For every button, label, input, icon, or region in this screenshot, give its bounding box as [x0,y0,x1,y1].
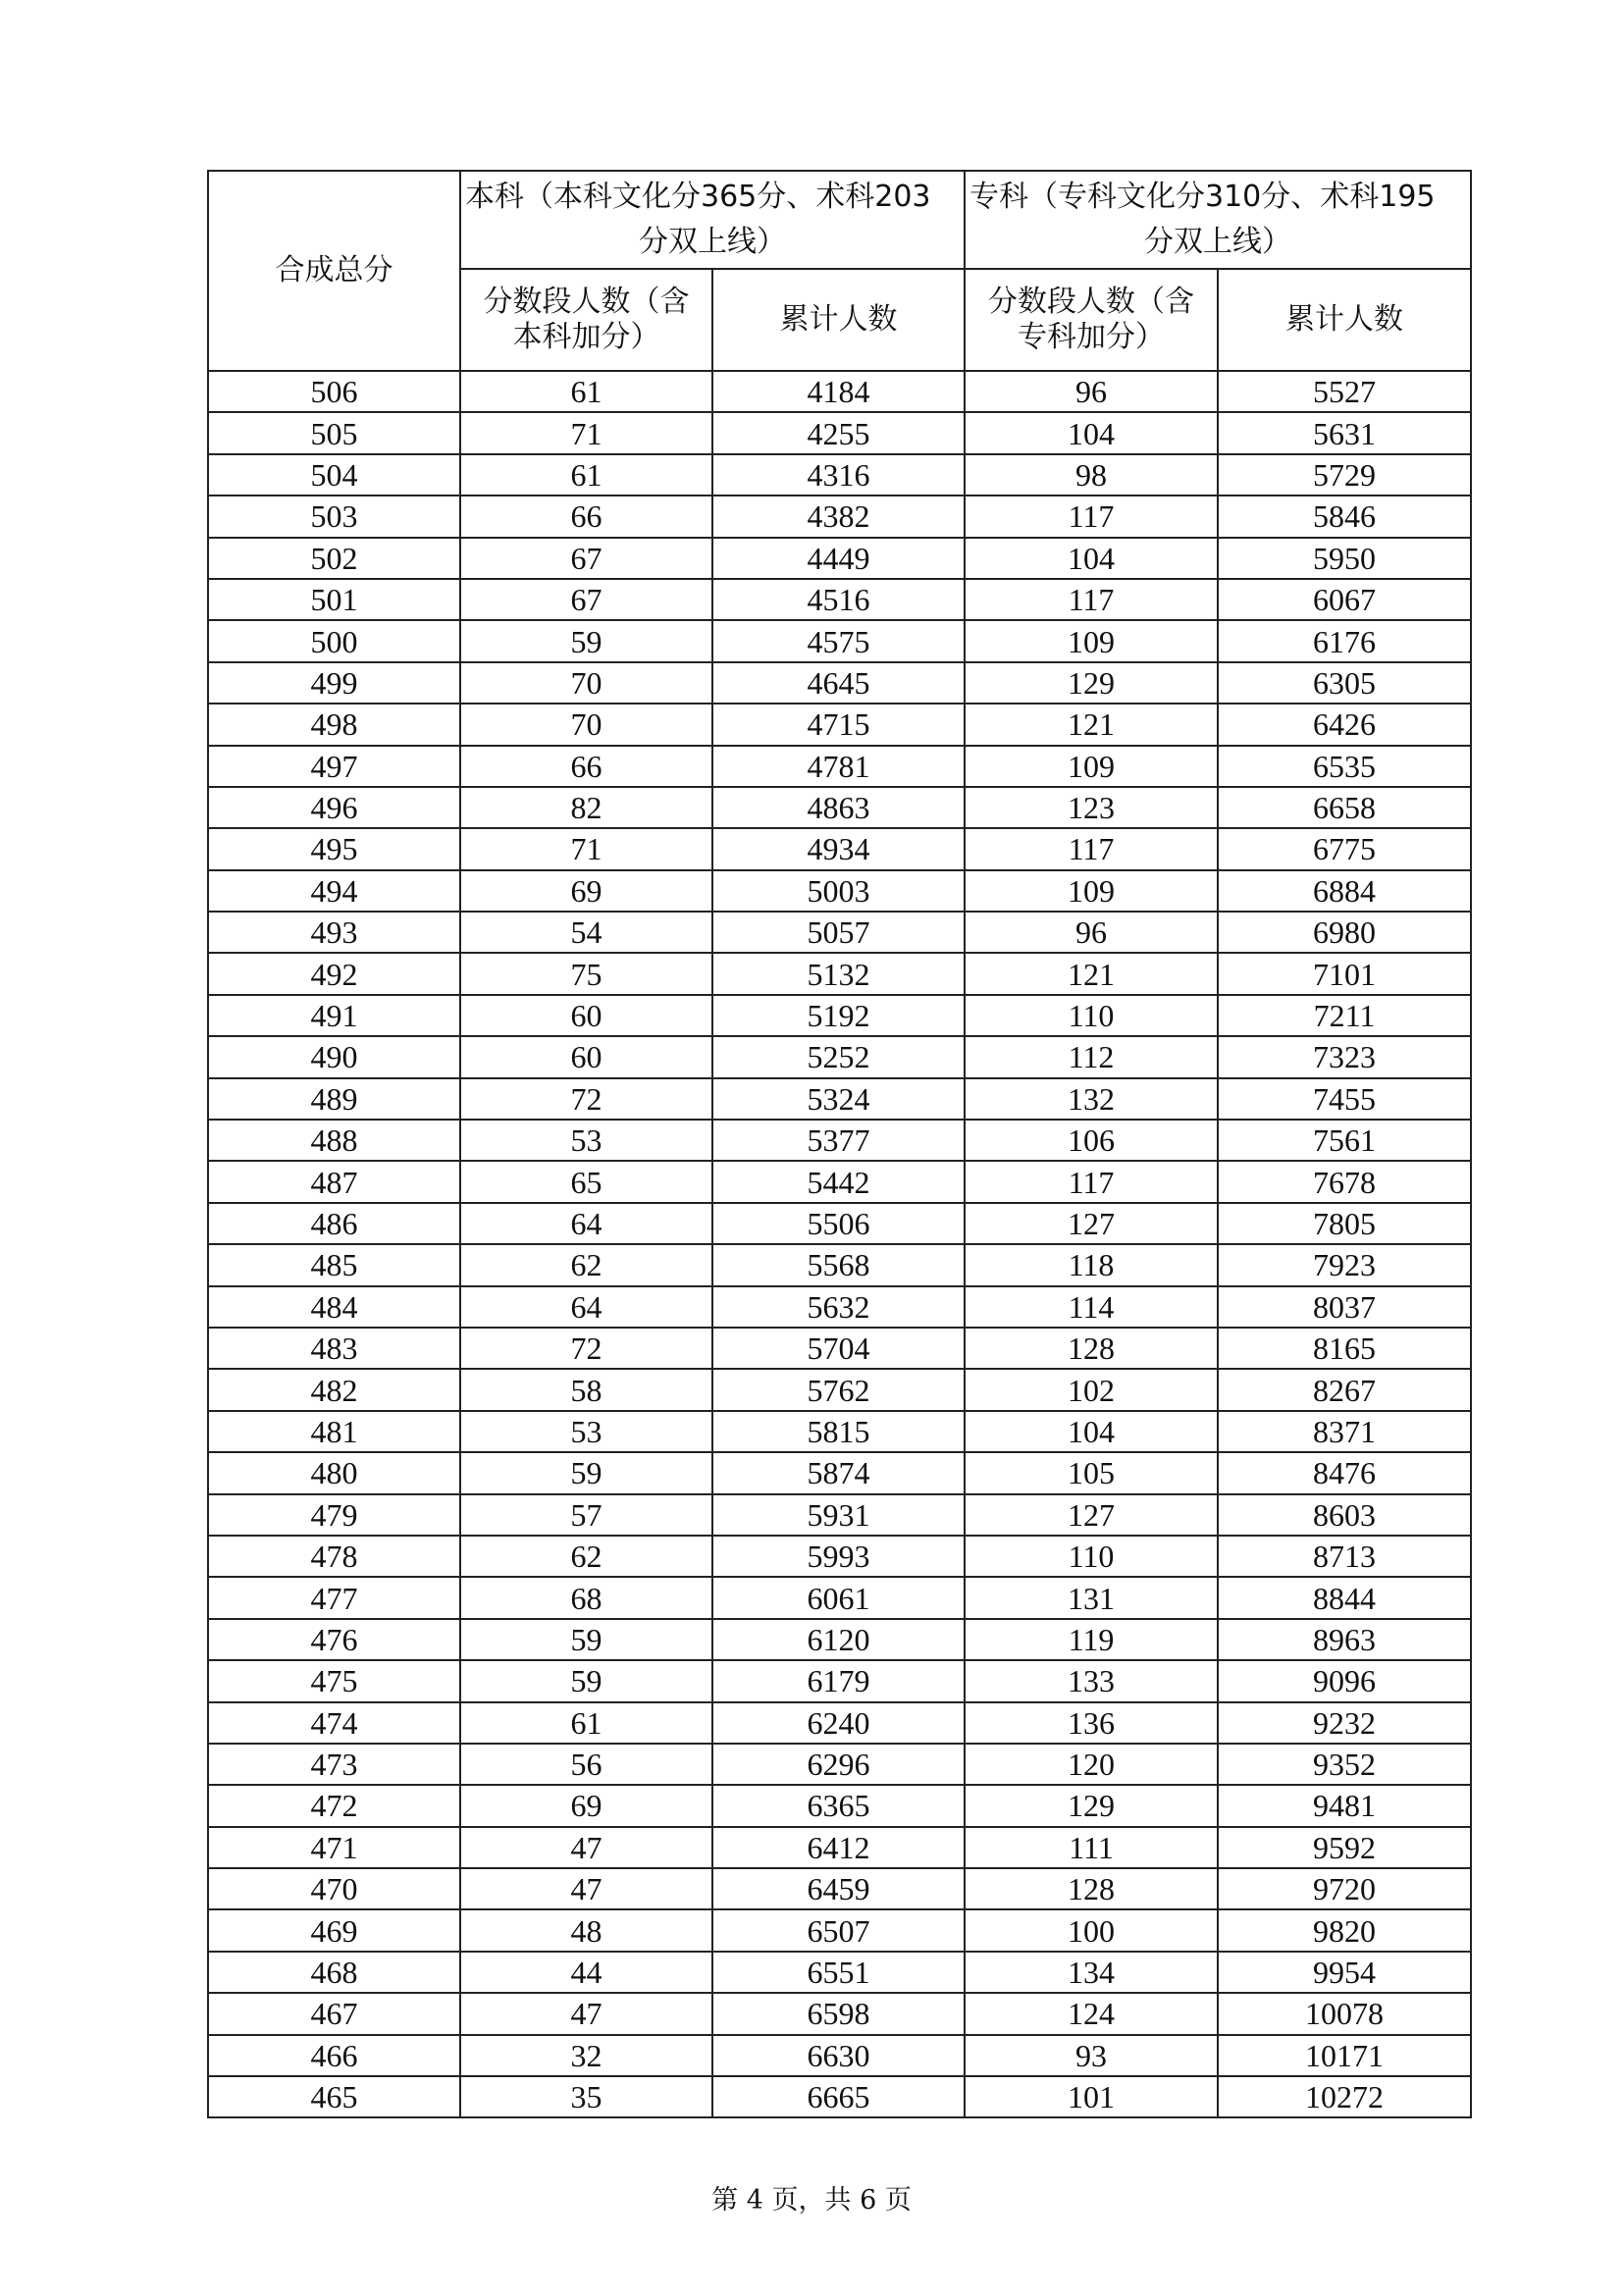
vocational-cumulative-cell: 6980 [1218,912,1471,953]
undergrad-cumulative-cell: 6665 [712,2076,965,2117]
total-score-cell: 506 [208,371,460,412]
vocational-cumulative-cell: 10272 [1218,2076,1471,2117]
undergrad-cumulative-cell: 6507 [712,1909,965,1951]
page-number: 第 4 页，共 6 页 [711,2185,912,2216]
undergrad-cumulative-cell: 5324 [712,1078,965,1120]
undergrad-segment-count-cell: 72 [460,1078,712,1120]
header-undergrad-segment-line1: 分数段人数（含 [483,285,690,319]
vocational-cumulative-cell: 5950 [1218,538,1471,579]
vocational-segment-count-cell: 127 [965,1203,1218,1244]
header-vocational-segment [965,269,1218,371]
undergrad-cumulative-cell: 6120 [712,1619,965,1660]
total-score-cell: 470 [208,1868,460,1909]
vocational-segment-count-cell: 98 [965,454,1218,496]
table-row [208,704,1471,745]
header-vocational-cumulative: 累计人数 [1218,269,1471,371]
vocational-cumulative-cell: 8603 [1218,1494,1471,1536]
vocational-segment-count-cell: 132 [965,1078,1218,1120]
vocational-segment-count-cell: 117 [965,579,1218,620]
vocational-segment-count-cell: 129 [965,1785,1218,1826]
undergrad-cumulative-cell: 5132 [712,953,965,994]
vocational-cumulative-cell: 5729 [1218,454,1471,496]
vocational-cumulative-cell: 7805 [1218,1203,1471,1244]
undergrad-cumulative-cell: 4863 [712,787,965,828]
undergrad-cumulative-cell: 5057 [712,912,965,953]
vocational-cumulative-cell: 7923 [1218,1244,1471,1285]
vocational-cumulative-cell: 6884 [1218,870,1471,912]
vocational-segment-count-cell: 104 [965,538,1218,579]
total-score-cell: 488 [208,1120,460,1161]
header-undergrad-segment [460,269,712,371]
undergrad-segment-count-cell: 82 [460,787,712,828]
vocational-cumulative-cell: 7211 [1218,995,1471,1036]
vocational-cumulative-cell: 6535 [1218,746,1471,787]
undergrad-cumulative-cell: 4449 [712,538,965,579]
vocational-cumulative-cell: 9954 [1218,1952,1471,1993]
undergrad-segment-count-cell: 48 [460,1909,712,1951]
total-score-cell: 481 [208,1411,460,1452]
table-row [208,1120,1471,1161]
total-score-cell: 497 [208,746,460,787]
undergrad-segment-count-cell: 70 [460,704,712,745]
table-row [208,579,1471,620]
table-row [208,1411,1471,1452]
total-score-cell: 504 [208,454,460,496]
undergrad-segment-count-cell: 59 [460,1452,712,1493]
vocational-segment-count-cell: 105 [965,1452,1218,1493]
header-undergrad-group-line2: 分双上线） [639,225,786,259]
table-row [208,620,1471,661]
table-row [208,2076,1471,2117]
undergrad-segment-count-cell: 68 [460,1577,712,1618]
table-row [208,1577,1471,1618]
table-row [208,912,1471,953]
total-score-cell: 478 [208,1536,460,1577]
undergrad-segment-count-cell: 67 [460,538,712,579]
undergrad-cumulative-cell: 5993 [712,1536,965,1577]
total-score-cell: 486 [208,1203,460,1244]
vocational-cumulative-cell: 8963 [1218,1619,1471,1660]
vocational-segment-count-cell: 109 [965,746,1218,787]
undergrad-cumulative-cell: 6179 [712,1660,965,1701]
undergrad-cumulative-cell: 5442 [712,1161,965,1202]
vocational-cumulative-cell: 9820 [1218,1909,1471,1951]
undergrad-cumulative-cell: 5632 [712,1286,965,1328]
table-row [208,412,1471,453]
vocational-cumulative-cell: 7561 [1218,1120,1471,1161]
total-score-cell: 483 [208,1328,460,1369]
vocational-segment-count-cell: 104 [965,412,1218,453]
table-row [208,1619,1471,1660]
vocational-cumulative-cell: 9352 [1218,1744,1471,1785]
undergrad-segment-count-cell: 56 [460,1744,712,1785]
table-row [208,1036,1471,1077]
undergrad-segment-count-cell: 47 [460,1993,712,2034]
vocational-cumulative-cell: 6775 [1218,828,1471,869]
total-score-cell: 490 [208,1036,460,1077]
table-row [208,787,1471,828]
header-total-score: 合成总分 [208,171,460,371]
undergrad-cumulative-cell: 4575 [712,620,965,661]
total-score-cell: 467 [208,1993,460,2034]
table-row [208,746,1471,787]
undergrad-cumulative-cell: 4781 [712,746,965,787]
undergrad-cumulative-cell: 5003 [712,870,965,912]
total-score-cell: 468 [208,1952,460,1993]
total-score-cell: 476 [208,1619,460,1660]
undergrad-cumulative-cell: 4255 [712,412,965,453]
total-score-cell: 469 [208,1909,460,1951]
total-score-cell: 466 [208,2035,460,2076]
undergrad-segment-count-cell: 65 [460,1161,712,1202]
table-row [208,1203,1471,1244]
undergrad-segment-count-cell: 59 [460,620,712,661]
header-undergrad-segment-line2: 本科加分） [512,320,660,354]
table-row [208,1993,1471,2034]
vocational-cumulative-cell: 9096 [1218,1660,1471,1701]
undergrad-cumulative-cell: 5931 [712,1494,965,1536]
table-row [208,1161,1471,1202]
table-row [208,1744,1471,1785]
vocational-segment-count-cell: 102 [965,1369,1218,1410]
vocational-segment-count-cell: 117 [965,1161,1218,1202]
undergrad-segment-count-cell: 60 [460,995,712,1036]
table-row [208,995,1471,1036]
vocational-cumulative-cell: 6305 [1218,662,1471,704]
table-header [208,171,1471,371]
total-score-cell: 492 [208,953,460,994]
vocational-segment-count-cell: 121 [965,704,1218,745]
table-row [208,662,1471,704]
header-vocational-segment-line2: 专科加分） [1018,320,1165,354]
vocational-segment-count-cell: 118 [965,1244,1218,1285]
vocational-cumulative-cell: 8165 [1218,1328,1471,1369]
undergrad-cumulative-cell: 4934 [712,828,965,869]
vocational-cumulative-cell: 6658 [1218,787,1471,828]
table-row [208,1244,1471,1285]
total-score-cell: 487 [208,1161,460,1202]
undergrad-segment-count-cell: 66 [460,496,712,537]
undergrad-segment-count-cell: 64 [460,1203,712,1244]
total-score-cell: 480 [208,1452,460,1493]
total-score-cell: 499 [208,662,460,704]
table-row [208,1286,1471,1328]
vocational-segment-count-cell: 123 [965,787,1218,828]
vocational-segment-count-cell: 131 [965,1577,1218,1618]
total-score-cell: 479 [208,1494,460,1536]
total-score-cell: 485 [208,1244,460,1285]
table-row [208,1369,1471,1410]
undergrad-cumulative-cell: 6240 [712,1702,965,1744]
undergrad-cumulative-cell: 4316 [712,454,965,496]
undergrad-cumulative-cell: 6598 [712,1993,965,2034]
total-score-cell: 500 [208,620,460,661]
undergrad-cumulative-cell: 5192 [712,995,965,1036]
table-row [208,1494,1471,1536]
undergrad-cumulative-cell: 5762 [712,1369,965,1410]
undergrad-cumulative-cell: 5506 [712,1203,965,1244]
undergrad-cumulative-cell: 5377 [712,1120,965,1161]
undergrad-segment-count-cell: 61 [460,1702,712,1744]
undergrad-segment-count-cell: 59 [460,1660,712,1701]
total-score-cell: 472 [208,1785,460,1826]
undergrad-segment-count-cell: 75 [460,953,712,994]
undergrad-cumulative-cell: 4516 [712,579,965,620]
undergrad-segment-count-cell: 53 [460,1411,712,1452]
vocational-segment-count-cell: 104 [965,1411,1218,1452]
table-row [208,870,1471,912]
undergrad-segment-count-cell: 35 [460,2076,712,2117]
vocational-cumulative-cell: 5631 [1218,412,1471,453]
vocational-cumulative-cell: 9592 [1218,1827,1471,1868]
undergrad-segment-count-cell: 71 [460,412,712,453]
vocational-cumulative-cell: 8476 [1218,1452,1471,1493]
vocational-cumulative-cell: 5846 [1218,496,1471,537]
vocational-segment-count-cell: 117 [965,828,1218,869]
undergrad-cumulative-cell: 6551 [712,1952,965,1993]
total-score-cell: 491 [208,995,460,1036]
vocational-segment-count-cell: 128 [965,1868,1218,1909]
undergrad-segment-count-cell: 47 [460,1827,712,1868]
undergrad-cumulative-cell: 6630 [712,2035,965,2076]
total-score-cell: 495 [208,828,460,869]
undergrad-cumulative-cell: 4645 [712,662,965,704]
undergrad-cumulative-cell: 4184 [712,371,965,412]
header-vocational-group [965,171,1471,269]
undergrad-segment-count-cell: 70 [460,662,712,704]
undergrad-cumulative-cell: 4715 [712,704,965,745]
header-vocational-group-line2: 分双上线） [1144,225,1291,259]
vocational-segment-count-cell: 96 [965,912,1218,953]
vocational-cumulative-cell: 8844 [1218,1577,1471,1618]
vocational-cumulative-cell: 7101 [1218,953,1471,994]
undergrad-cumulative-cell: 6061 [712,1577,965,1618]
header-undergrad-cumulative: 累计人数 [712,269,965,371]
vocational-segment-count-cell: 111 [965,1827,1218,1868]
vocational-segment-count-cell: 112 [965,1036,1218,1077]
table-row [208,1785,1471,1826]
vocational-segment-count-cell: 133 [965,1660,1218,1701]
header-undergrad-group [460,171,965,269]
undergrad-cumulative-cell: 5704 [712,1328,965,1369]
table-row [208,1827,1471,1868]
header-vocational-group-line1: 专科（专科文化分310分、术科195 [969,180,1436,214]
undergrad-segment-count-cell: 53 [460,1120,712,1161]
total-score-cell: 489 [208,1078,460,1120]
undergrad-cumulative-cell: 6459 [712,1868,965,1909]
table-body [208,371,1471,2117]
vocational-cumulative-cell: 8037 [1218,1286,1471,1328]
undergrad-segment-count-cell: 62 [460,1244,712,1285]
table-row [208,1660,1471,1701]
undergrad-cumulative-cell: 6365 [712,1785,965,1826]
total-score-cell: 501 [208,579,460,620]
vocational-segment-count-cell: 100 [965,1909,1218,1951]
undergrad-segment-count-cell: 59 [460,1619,712,1660]
undergrad-segment-count-cell: 67 [460,579,712,620]
vocational-cumulative-cell: 9720 [1218,1868,1471,1909]
total-score-cell: 498 [208,704,460,745]
vocational-segment-count-cell: 121 [965,953,1218,994]
vocational-segment-count-cell: 119 [965,1619,1218,1660]
undergrad-segment-count-cell: 32 [460,2035,712,2076]
vocational-segment-count-cell: 109 [965,870,1218,912]
undergrad-segment-count-cell: 61 [460,454,712,496]
vocational-segment-count-cell: 128 [965,1328,1218,1369]
vocational-cumulative-cell: 10078 [1218,1993,1471,2034]
table-row [208,538,1471,579]
table-row [208,454,1471,496]
undergrad-cumulative-cell: 5568 [712,1244,965,1285]
total-score-cell: 503 [208,496,460,537]
vocational-segment-count-cell: 120 [965,1744,1218,1785]
undergrad-segment-count-cell: 64 [460,1286,712,1328]
vocational-segment-count-cell: 127 [965,1494,1218,1536]
vocational-cumulative-cell: 10171 [1218,2035,1471,2076]
undergrad-segment-count-cell: 60 [460,1036,712,1077]
vocational-segment-count-cell: 93 [965,2035,1218,2076]
header-vocational-segment-line1: 分数段人数（含 [988,285,1194,319]
total-score-cell: 494 [208,870,460,912]
vocational-cumulative-cell: 5527 [1218,371,1471,412]
vocational-segment-count-cell: 109 [965,620,1218,661]
table-row [208,1328,1471,1369]
vocational-cumulative-cell: 9481 [1218,1785,1471,1826]
vocational-cumulative-cell: 7323 [1218,1036,1471,1077]
table-row [208,1536,1471,1577]
undergrad-cumulative-cell: 5874 [712,1452,965,1493]
total-score-cell: 473 [208,1744,460,1785]
vocational-cumulative-cell: 8371 [1218,1411,1471,1452]
table-row [208,1952,1471,1993]
undergrad-segment-count-cell: 66 [460,746,712,787]
undergrad-segment-count-cell: 57 [460,1494,712,1536]
undergrad-segment-count-cell: 58 [460,1369,712,1410]
vocational-segment-count-cell: 110 [965,1536,1218,1577]
header-undergrad-group-line1: 本科（本科文化分365分、术科203 [465,180,931,214]
vocational-segment-count-cell: 124 [965,1993,1218,2034]
table-row [208,1452,1471,1493]
total-score-cell: 465 [208,2076,460,2117]
total-score-cell: 474 [208,1702,460,1744]
undergrad-segment-count-cell: 54 [460,912,712,953]
vocational-cumulative-cell: 6067 [1218,579,1471,620]
vocational-cumulative-cell: 6176 [1218,620,1471,661]
vocational-segment-count-cell: 136 [965,1702,1218,1744]
undergrad-segment-count-cell: 72 [460,1328,712,1369]
table-row [208,1078,1471,1120]
score-distribution-table [207,170,1472,2118]
table-row [208,1868,1471,1909]
vocational-segment-count-cell: 117 [965,496,1218,537]
table-row [208,371,1471,412]
table-row [208,2035,1471,2076]
vocational-segment-count-cell: 106 [965,1120,1218,1161]
total-score-cell: 496 [208,787,460,828]
total-score-cell: 482 [208,1369,460,1410]
total-score-cell: 471 [208,1827,460,1868]
undergrad-cumulative-cell: 6412 [712,1827,965,1868]
vocational-cumulative-cell: 8713 [1218,1536,1471,1577]
table-row [208,496,1471,537]
vocational-cumulative-cell: 7455 [1218,1078,1471,1120]
undergrad-segment-count-cell: 69 [460,870,712,912]
table-row [208,1909,1471,1951]
vocational-cumulative-cell: 9232 [1218,1702,1471,1744]
undergrad-cumulative-cell: 6296 [712,1744,965,1785]
vocational-cumulative-cell: 8267 [1218,1369,1471,1410]
vocational-segment-count-cell: 96 [965,371,1218,412]
vocational-cumulative-cell: 7678 [1218,1161,1471,1202]
total-score-cell: 502 [208,538,460,579]
vocational-segment-count-cell: 110 [965,995,1218,1036]
undergrad-segment-count-cell: 62 [460,1536,712,1577]
total-score-cell: 477 [208,1577,460,1618]
undergrad-segment-count-cell: 71 [460,828,712,869]
vocational-segment-count-cell: 101 [965,2076,1218,2117]
vocational-segment-count-cell: 114 [965,1286,1218,1328]
total-score-cell: 505 [208,412,460,453]
vocational-segment-count-cell: 134 [965,1952,1218,1993]
undergrad-segment-count-cell: 69 [460,1785,712,1826]
total-score-cell: 493 [208,912,460,953]
total-score-cell: 484 [208,1286,460,1328]
undergrad-segment-count-cell: 44 [460,1952,712,1993]
vocational-cumulative-cell: 6426 [1218,704,1471,745]
undergrad-cumulative-cell: 5252 [712,1036,965,1077]
undergrad-cumulative-cell: 4382 [712,496,965,537]
total-score-cell: 475 [208,1660,460,1701]
undergrad-segment-count-cell: 61 [460,371,712,412]
table-row [208,1702,1471,1744]
undergrad-segment-count-cell: 47 [460,1868,712,1909]
undergrad-cumulative-cell: 5815 [712,1411,965,1452]
table-row [208,828,1471,869]
vocational-segment-count-cell: 129 [965,662,1218,704]
table-row [208,953,1471,994]
